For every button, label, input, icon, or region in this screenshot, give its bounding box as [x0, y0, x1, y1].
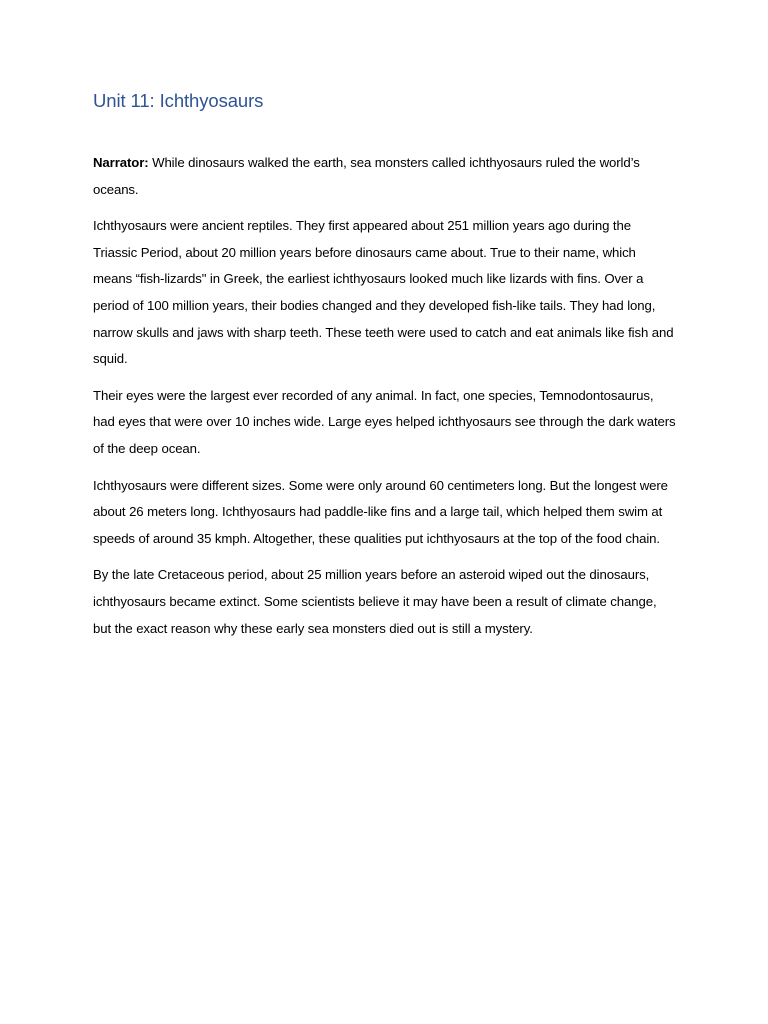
page-title: Unit 11: Ichthyosaurs [93, 90, 264, 111]
speaker-label: Narrator: [93, 155, 149, 170]
body-paragraph-4: By the late Cretaceous period, about 25 million years before an asteroid wiped out the dinosaurs, ichthyosaurs became extinct. Some scientists believe it may have been a result of climate change, but the exact reason why these early sea monsters died out is still a mystery. [93, 567, 657, 636]
body-paragraph-1: Ichthyosaurs were ancient reptiles. They first appeared about 251 million years ago during the Triassic Period, about 20 million years before dinosaurs came about. True to their name, which means “fish-lizards" in Greek, the earliest ichthyosaurs looked much like lizards with fins. Over a period of 100 million years, their bodies changed and they developed fish-like tails. They had long, narrow skulls and jaws with sharp teeth. These teeth were used to catch and eat animals like fish and squid. [93, 218, 674, 367]
intro-paragraph [93, 150, 676, 203]
body-paragraph-2: Their eyes were the largest ever recorded of any animal. In fact, one species, Temnodontosaurus, had eyes that were over 10 inches wide. Large eyes helped ichthyosaurs see through the dark waters of the deep ocean. [93, 387, 676, 456]
body-paragraph-3: Ichthyosaurs were different sizes. Some were only around 60 centimeters long. But the longest were about 26 meters long. Ichthyosaurs had paddle-like fins and a large tail, which helped them swim at speeds of around 35 kmph. Altogether, these qualities put ichthyosaurs at the top of the food chain. [93, 477, 668, 546]
intro-text: While dinosaurs walked the earth, sea monsters called ichthyosaurs ruled the world’s oceans. [93, 155, 640, 197]
